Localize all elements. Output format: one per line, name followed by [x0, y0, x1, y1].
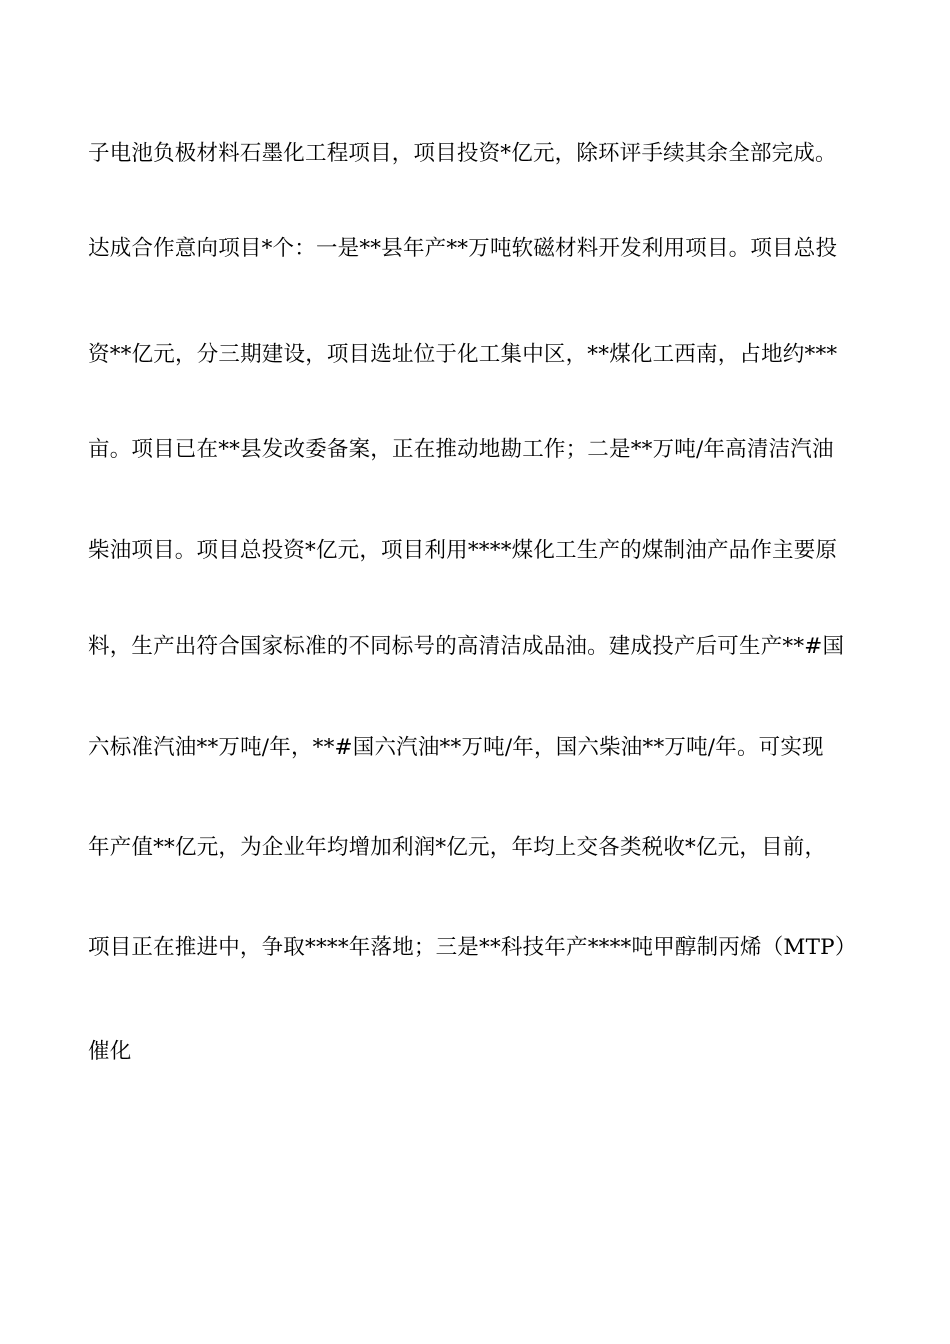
body-text-line: 柴油项目。项目总投资*亿元，项目利用****煤化工生产的煤制油产品作主要原 [88, 538, 838, 563]
body-text-line: 达成合作意向项目*个：一是**县年产**万吨软磁材料开发利用项目。项目总投 [88, 236, 838, 261]
body-text-line: 料，生产出符合国家标准的不同标号的高清洁成品油。建成投产后可生产**#国 [88, 634, 845, 659]
body-text-line: 催化 [88, 1039, 132, 1064]
body-text-line: 资**亿元，分三期建设，项目选址位于化工集中区，**煤化工西南，占地约*** [88, 342, 838, 367]
body-text-line: 子电池负极材料石墨化工程项目，项目投资*亿元，除环评手续其余全部完成。 [88, 141, 837, 166]
body-text-line: 项目正在推进中，争取****年落地；三是**科技年产****吨甲醇制丙烯（MTP） [88, 935, 857, 960]
body-text-line: 年产值**亿元，为企业年均增加利润*亿元，年均上交各类税收*亿元，目前， [88, 835, 827, 860]
body-text-line: 亩。项目已在**县发改委备案，正在推动地勘工作；二是**万吨/年高清洁汽油 [88, 437, 834, 462]
body-text-line: 六标准汽油**万吨/年，**#国六汽油**万吨/年，国六柴油**万吨/年。可实现 [88, 735, 824, 760]
